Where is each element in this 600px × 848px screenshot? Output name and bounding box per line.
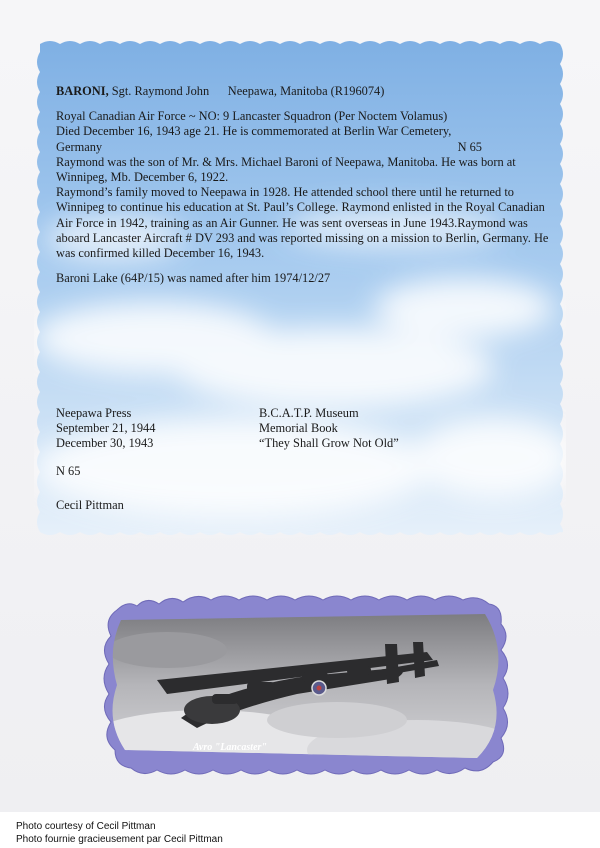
country: Germany (56, 139, 103, 154)
source-left (56, 406, 246, 452)
died-line: Died December 16, 1943 age 21. He is commemorated at Berlin War Cemetery, (56, 124, 452, 139)
entry-header (56, 84, 556, 99)
memorial-entry (56, 84, 556, 286)
surname: BARONI, (56, 84, 109, 98)
lake-note: Baroni Lake (64P/15) was named after him 1974/12/27 (56, 271, 331, 286)
source-left-line: December 30, 1943 (56, 436, 154, 451)
reference-code: N 65 (457, 139, 482, 154)
bio-paragraph-2: Raymond’s family moved to Neepawa in 1928. He attended school there until he returned to Winnipeg to continue his education at St. Paul’s College. Raymond enlisted in the Royal Canadian Air Force in 1942, training as an Air Gunner. He was sent overseas in June 1943.Raymond was aboard Lancaster Aircraft # DV 293 and was reported missing on a mission to Berlin, Germany. He was confirmed killed December 16, 1943. (56, 185, 549, 261)
caption-english: Photo courtesy of Cecil Pittman (16, 821, 156, 832)
source-right-line: B.C.A.T.P. Museum (259, 406, 359, 420)
reference-code-2: N 65 (56, 464, 81, 478)
photo-caption (16, 820, 223, 846)
lancaster-photo (97, 590, 515, 780)
given-name: Sgt. Raymond John (111, 84, 210, 98)
source-right-line: “They Shall Grow Not Old” (259, 436, 399, 451)
caption-french: Photo fournie gracieusement par Cecil Pittman (16, 834, 223, 845)
service-line: Royal Canadian Air Force ~ NO: 9 Lancaster Squadron (Per Noctem Volamus) (56, 109, 448, 124)
source-right-line: Memorial Book (259, 421, 338, 436)
source-right (259, 406, 539, 452)
source-left-line: Neepawa Press (56, 406, 132, 420)
author-name: Cecil Pittman (56, 498, 124, 512)
source-left-line: September 21, 1944 (56, 421, 156, 436)
photo-label: Avro "Lancaster" (193, 742, 267, 753)
lancaster-photo-card (97, 590, 515, 780)
hometown: Neepawa, Manitoba (R196074) (227, 84, 385, 98)
country-line (56, 140, 556, 155)
bio-paragraph-1: Raymond was the son of Mr. & Mrs. Michael Baroni of Neepawa, Manitoba. He was born at Winnipeg, Mb. December 6, 1922. (56, 154, 516, 185)
